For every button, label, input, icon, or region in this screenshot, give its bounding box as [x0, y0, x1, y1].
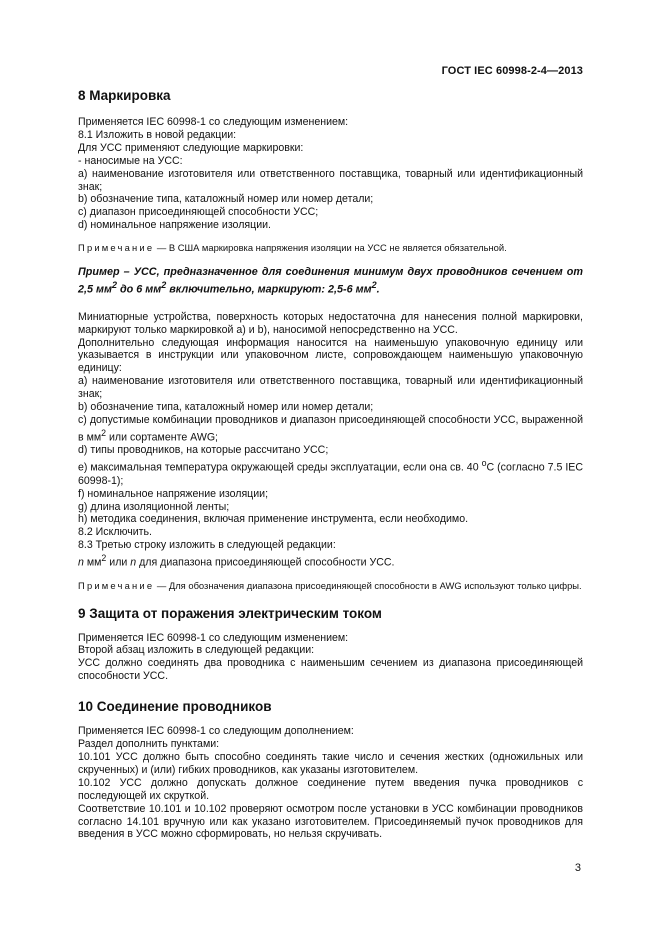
- text: для диапазона присоединяющей способности УСС.: [136, 556, 395, 569]
- note-text: — Для обозначения диапазона присоединяющей способности в AWG используют только цифры.: [154, 579, 582, 591]
- section-8-title: 8 Маркировка: [78, 88, 171, 103]
- paragraph: 8.2 Исключить.: [78, 526, 152, 539]
- list-item: [78, 414, 583, 444]
- section-10-title: 10 Соединение проводников: [78, 699, 272, 715]
- paragraph: Миниатюрные устройства, поверхность которых недостаточна для нанесения полной маркировки, маркируют только маркировкой a) и b), наносимой непосредственно на УСС.: [78, 310, 583, 336]
- note-label: Примечание: [78, 579, 155, 591]
- paragraph: [78, 552, 583, 569]
- list-item: d) номинальное напряжение изоляции.: [78, 219, 271, 232]
- example: [78, 266, 583, 297]
- paragraph: Второй абзац изложить в следующей редакции:: [78, 644, 315, 657]
- superscript: 2: [161, 280, 167, 291]
- italic-n: n: [130, 556, 137, 569]
- example-text: Пример – УСС, предназначенное для соединения минимум двух проводников сечением от 2,5 мм: [78, 266, 583, 296]
- example-text: включительно, маркируют: 2,5-6 мм: [166, 283, 372, 296]
- superscript: o: [481, 458, 487, 469]
- paragraph: 8.1 Изложить в новой редакции:: [78, 128, 237, 141]
- page-body: [78, 88, 583, 841]
- superscript: 2: [101, 427, 107, 438]
- paragraph: Применяется IEC 60998-1 со следующим изменением:: [78, 116, 349, 128]
- paragraph: Дополнительно следующая информация наносится на наименьшую упаковочную единицу или указывается в инструкции или упаковочном листе, сопровождающем наименьшую упаковочную единицу:: [78, 336, 583, 375]
- list-text: или сортаменте AWG;: [106, 431, 219, 444]
- paragraph: 8.3 Третью строку изложить в следующей редакции:: [78, 539, 336, 552]
- list-item: [78, 457, 583, 487]
- note: [78, 242, 583, 254]
- list-item: b) обозначение типа, каталожный номер или номер детали;: [78, 193, 374, 206]
- paragraph: Раздел дополнить пунктами:: [78, 738, 220, 751]
- superscript: 2: [371, 280, 377, 291]
- list-text: С (согласно 7.5 IEC 60998-1);: [78, 461, 584, 487]
- document-id: ГОСТ IEC 60998-2-4—2013: [441, 65, 583, 77]
- list-item: a) наименование изготовителя или ответственного поставщика, товарный или идентификационный знак;: [78, 375, 583, 401]
- paragraph: - наносимые на УСС:: [78, 154, 183, 167]
- paragraph: Применяется IEC 60998-1 со следующим изменением:: [78, 631, 349, 644]
- paragraph: 10.101 УСС должно быть способно соединять такие число и сечения жестких (одножильных или скрученных) и (или) гибких проводников, как указаны изготовителем.: [78, 751, 583, 776]
- paragraph: Для УСС применяют следующие маркировки:: [78, 141, 304, 154]
- paragraph: Соответствие 10.101 и 10.102 проверяют осмотром после установки в УСС комбинации проводников согласно 14.101 вручную или как указано изготовителем. Присоединяемый пучок проводников для введения в УСС можно сформировать, но нельзя скручивать.: [78, 802, 583, 841]
- superscript: 2: [111, 280, 117, 291]
- list-item: d) типы проводников, на которые рассчитано УСС;: [78, 444, 329, 457]
- italic-n: n: [78, 556, 84, 569]
- list-item: g) длина изоляционной ленты;: [78, 500, 230, 513]
- note: [78, 580, 583, 592]
- superscript: 2: [101, 553, 107, 564]
- note-text: — В США маркировка напряжения изоляции на УСС не является обязательной.: [154, 242, 507, 254]
- page-number: 3: [574, 862, 581, 874]
- list-item: a) наименование изготовителя или ответственного поставщика, товарный или идентификационный знак;: [78, 167, 583, 193]
- list-text: e) максимальная температура окружающей среды эксплуатации, если она св. 40: [78, 461, 482, 474]
- example-text: .: [376, 283, 380, 296]
- list-text: c) допустимые комбинации проводников и диапазон присоединяющей способности УСС, выраженной в мм: [78, 414, 583, 444]
- note-label: Примечание: [78, 242, 155, 254]
- example-text: до 6 мм: [117, 283, 162, 296]
- list-item: b) обозначение типа, каталожный номер или номер детали;: [78, 401, 374, 414]
- list-item: c) диапазон присоединяющей способности УСС;: [78, 206, 319, 219]
- list-item: f) номинальное напряжение изоляции;: [78, 487, 269, 500]
- list-item: h) методика соединения, включая применение инструмента, если необходимо.: [78, 513, 469, 526]
- paragraph: 10.102 УСС должно допускать должное соединение путем введения пучка проводников с последующей их скруткой.: [78, 776, 583, 802]
- paragraph: УСС должно соединять два проводника с наименьшим сечением из диапазона присоединяющей способности УСС.: [78, 657, 583, 683]
- text: мм: [83, 556, 102, 569]
- text: или: [106, 556, 131, 569]
- paragraph: Применяется IEC 60998-1 со следующим дополнением:: [78, 725, 354, 738]
- section-9-title: 9 Защита от поражения электрическим током: [78, 605, 382, 621]
